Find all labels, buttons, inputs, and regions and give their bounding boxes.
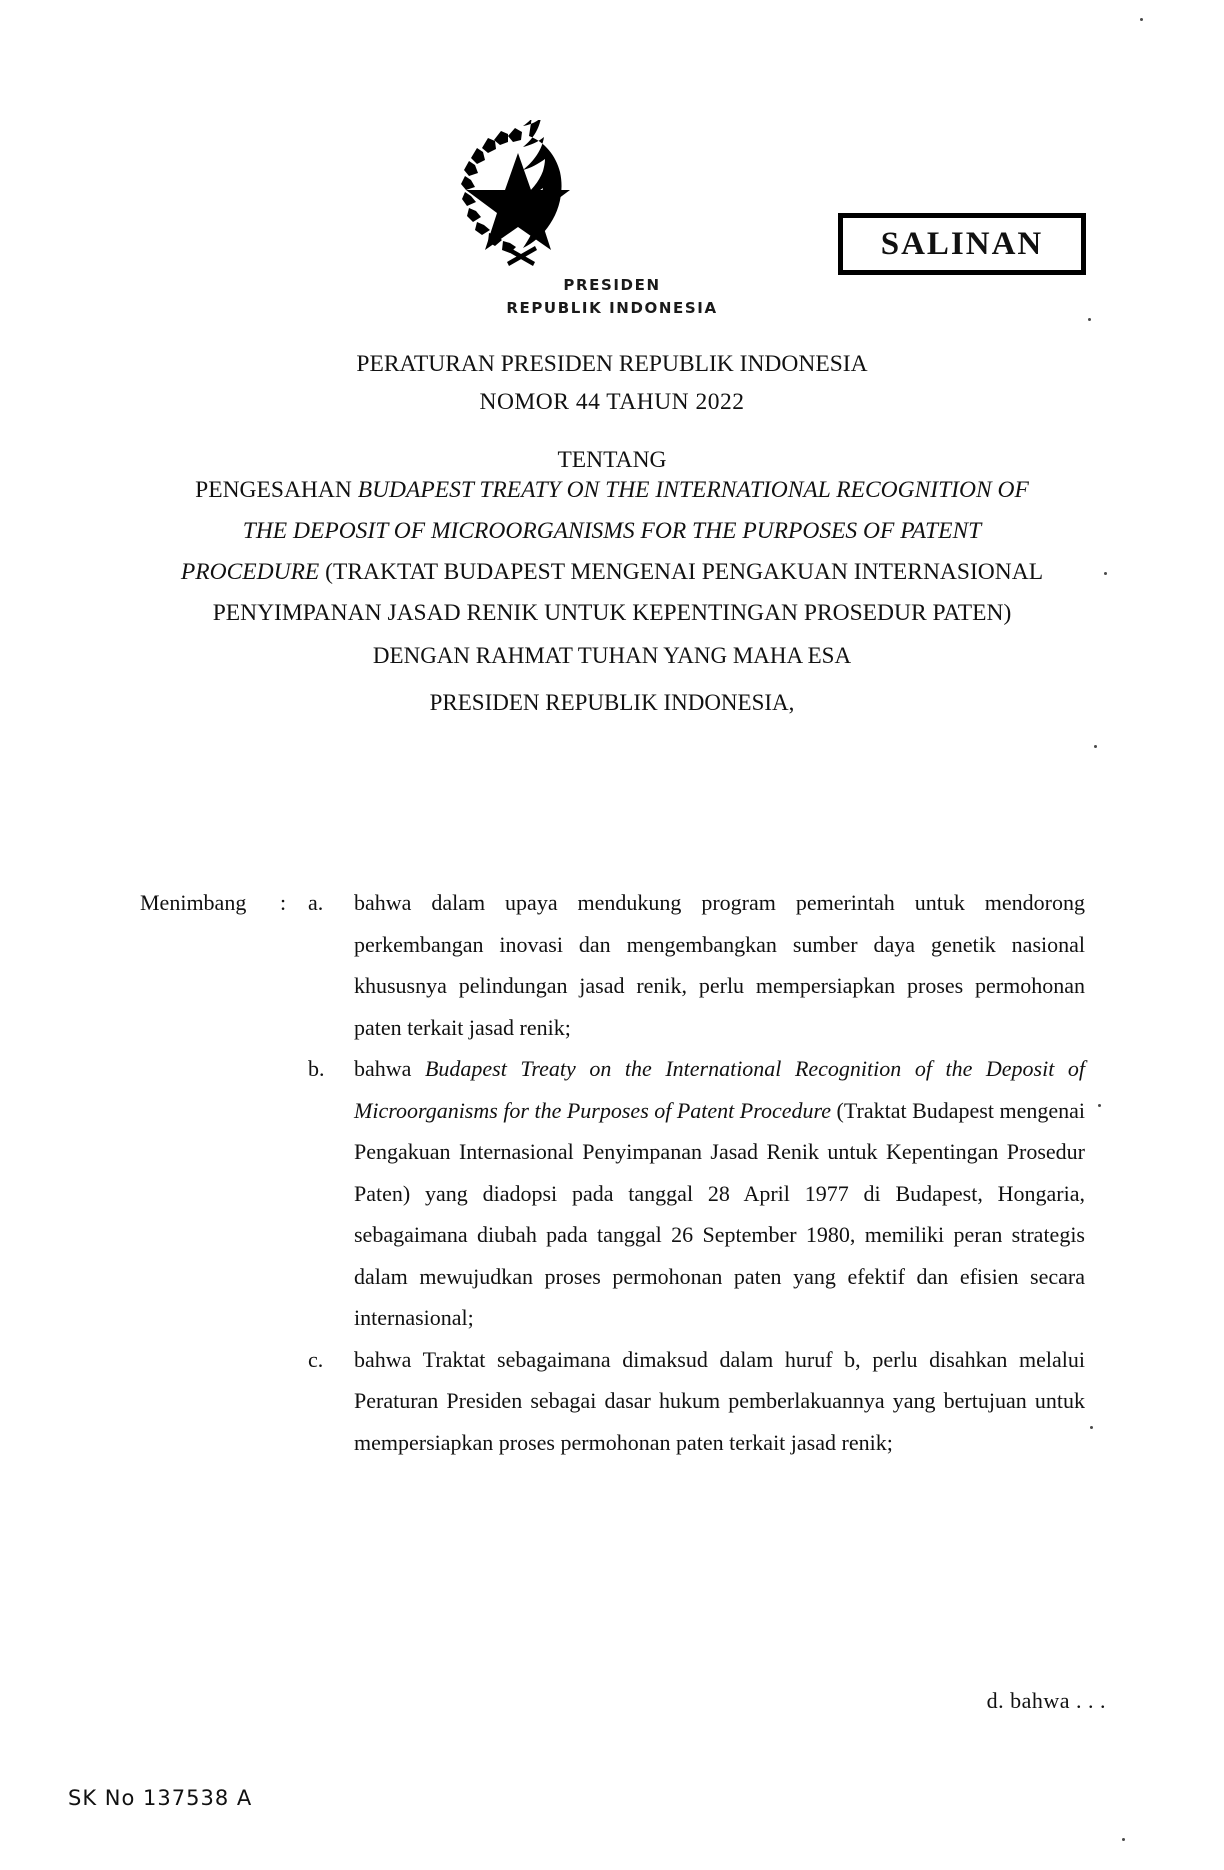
sk-number: SK No 137538 A <box>68 1786 253 1810</box>
salinan-stamp-label: SALINAN <box>880 225 1044 262</box>
subject-italic-1: BUDAPEST TREATY ON THE INTERNATIONAL RECOGNITION OF <box>357 477 1029 503</box>
considering-text-c: bahwa Traktat sebagaimana dimaksud dalam huruf b, perlu disahkan melalui Peraturan Presiden sebagai dasar hukum pemberlakuannya yang bertujuan untuk mempersiapkan proses permohonan paten terkait jasad renik; <box>354 1346 1085 1455</box>
scan-speck <box>1104 572 1107 575</box>
title-line-number-year: NOMOR 44 TAHUN 2022 <box>479 389 745 415</box>
subject-rest-3: (TRAKTAT BUDAPEST MENGENAI PENGAKUAN INTERNASIONAL <box>325 559 1044 585</box>
organization-line-republik-indonesia: REPUBLIK INDONESIA <box>506 299 718 318</box>
considering-text-b <box>354 1048 1085 1339</box>
invocation-line-presiden: PRESIDEN REPUBLIK INDONESIA, <box>429 690 795 715</box>
considering-b-suffix: (Traktat Budapest mengenai Pengakuan Internasional Penyimpanan Jasad Renik untuk Kepentingan Prosedur Paten) yang diadopsi pada tanggal 28 April 1977 di Budapest, Hongaria, sebagaimana diubah pada tanggal 26 September 1980, memiliki peran strategis dalam mewujudkan proses permohonan paten yang efektif dan efisien secara internasional; <box>354 1097 1085 1330</box>
considering-b-italic: Budapest Treaty on the International Recognition of the Deposit of Microorganisms for the Purposes of Patent Procedure <box>354 1056 1085 1123</box>
page-title <box>112 345 1112 479</box>
subject-italic-2: THE DEPOSIT OF MICROORGANISMS FOR THE PURPOSES OF PATENT <box>242 518 982 544</box>
title-line-regulation: PERATURAN PRESIDEN REPUBLIK INDONESIA <box>356 351 868 377</box>
considering-colon: : <box>280 890 287 915</box>
scan-speck <box>1088 318 1091 321</box>
scan-speck <box>1098 1104 1101 1107</box>
organization-caption <box>0 274 1224 321</box>
scan-speck <box>1094 745 1097 748</box>
invocation-line-rahmat: DENGAN RAHMAT TUHAN YANG MAHA ESA <box>372 643 852 668</box>
scan-speck <box>1140 18 1143 21</box>
garuda-star-wreath-emblem <box>443 120 593 270</box>
considering-item-a <box>140 882 1085 1048</box>
title-line-tentang: TENTANG <box>557 447 667 473</box>
salinan-stamp <box>838 213 1086 275</box>
subject-title <box>62 470 1162 634</box>
considering-section <box>140 882 1085 1463</box>
subject-line-1 <box>62 470 1162 511</box>
considering-text-a: bahwa dalam upaya mendukung program pemerintah untuk mendorong perkembangan inovasi dan mengembangkan sumber daya genetik nasional khususnya pelindungan jasad renik, perlu mempersiapkan proses permohonan paten terkait jasad renik; <box>354 890 1085 1040</box>
page-catchword: d. bahwa . . . <box>986 1688 1106 1713</box>
considering-marker-b: b. <box>308 1056 325 1081</box>
considering-item-c <box>140 1339 1085 1464</box>
considering-b-prefix: bahwa <box>354 1056 425 1081</box>
subject-line-2 <box>62 511 1162 552</box>
subject-line-3 <box>62 552 1162 593</box>
subject-prefix: PENGESAHAN <box>195 477 358 503</box>
scan-speck <box>1122 1838 1125 1841</box>
considering-marker-a: a. <box>308 890 324 915</box>
considering-marker-c: c. <box>308 1346 324 1372</box>
subject-line-4: PENYIMPANAN JASAD RENIK UNTUK KEPENTINGAN PROSEDUR PATEN) <box>212 600 1012 626</box>
invocation-block <box>112 632 1112 726</box>
scan-speck <box>1090 1426 1093 1429</box>
considering-label: Menimbang <box>140 890 247 915</box>
considering-item-b <box>140 1048 1085 1339</box>
subject-italic-3: PROCEDURE <box>180 559 326 585</box>
organization-line-presiden: PRESIDEN <box>563 276 661 294</box>
